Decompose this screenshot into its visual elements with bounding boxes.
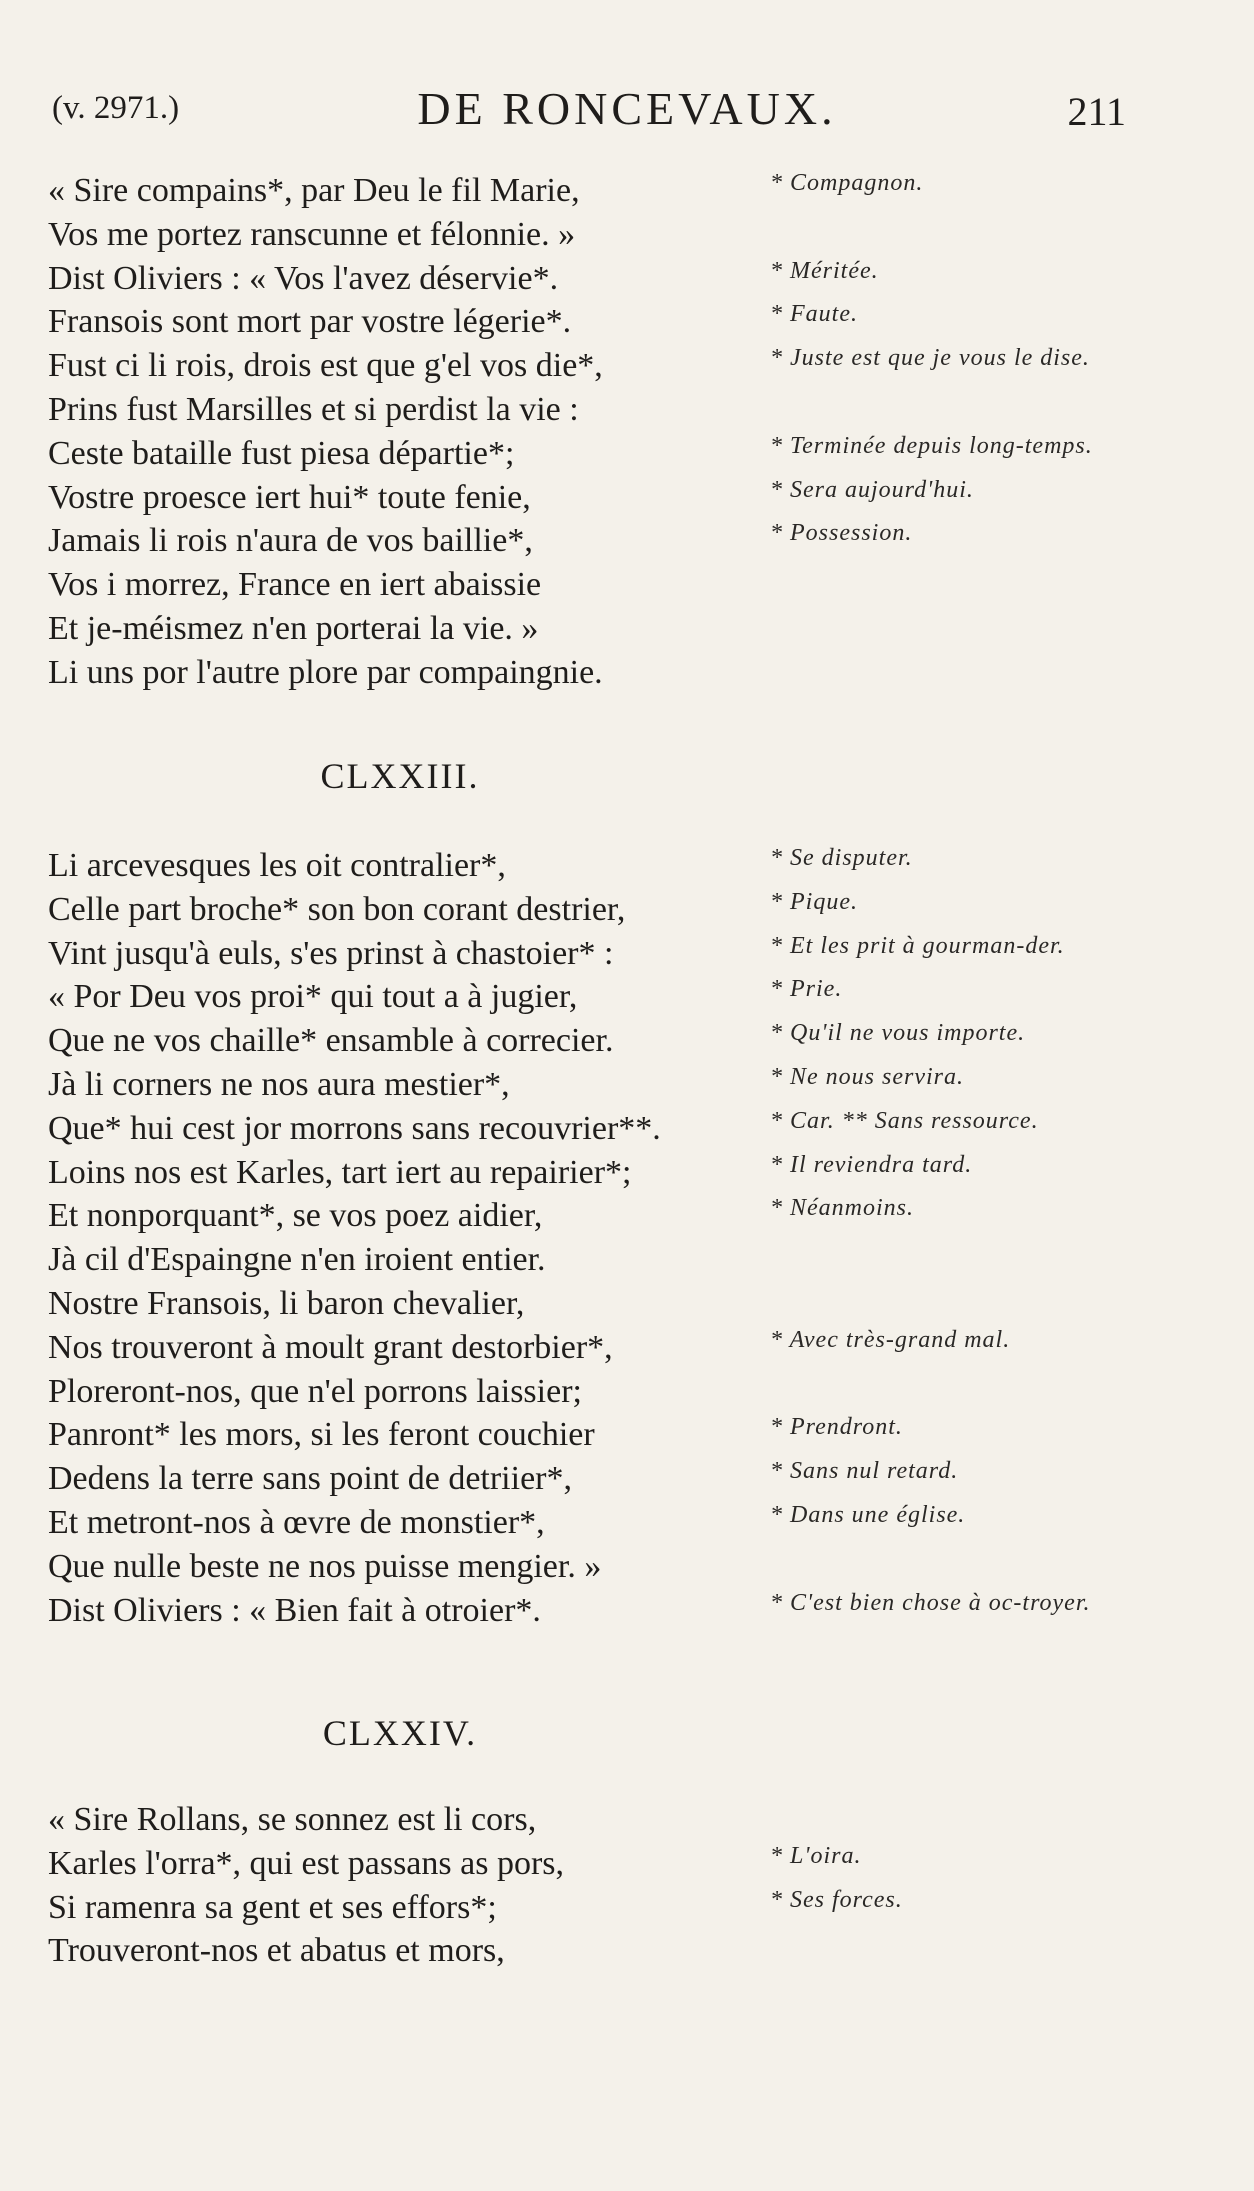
- verse-text: Prins fust Marsilles et si perdist la vie :: [48, 390, 579, 428]
- stanza-1: [0, 170, 1254, 696]
- verse-line: [0, 1590, 1254, 1634]
- verse-line: [0, 1371, 1254, 1415]
- verse-text: Trouveront-nos et abatus et mors,: [48, 1932, 505, 1970]
- gloss-note: * Compagnon.: [770, 170, 924, 196]
- gloss-note: * Sans nul retard.: [770, 1458, 959, 1485]
- verse-text: Li arcevesques les oit contralier*,: [48, 847, 506, 884]
- verse-text: « Sire compains*, par Deu le fil Marie,: [48, 172, 580, 209]
- verse-line: [0, 1239, 1254, 1283]
- gloss-note: * L'oira.: [770, 1842, 862, 1869]
- verse-text: Ploreront-nos, que n'el porrons laissier;: [48, 1372, 582, 1410]
- verse-text: Vint jusqu'à euls, s'es prinst à chastoier* :: [48, 934, 614, 972]
- verse-text: Fust ci li rois, drois est que g'el vos die*,: [48, 347, 603, 385]
- verse-line: [0, 1930, 1254, 1974]
- verse-text: Ceste bataille fust piesa départie*;: [48, 434, 515, 472]
- gloss-note: * Faute.: [770, 301, 858, 328]
- verse-text: Et nonporquant*, se vos poez aidier,: [48, 1197, 543, 1235]
- verse-line: [0, 652, 1254, 696]
- verse-line: [0, 845, 1254, 889]
- gloss-note: * Dans une église.: [770, 1501, 966, 1528]
- gloss-note: * Méritée.: [770, 257, 879, 284]
- verse-line: [0, 1843, 1254, 1887]
- verse-line: [0, 520, 1254, 564]
- verse-text: Dedens la terre sans point de detriier*,: [48, 1460, 572, 1498]
- verse-text: Que nulle beste ne nos puisse mengier. »: [48, 1547, 602, 1585]
- verse-text: Loins nos est Karles, tart iert au repairier*;: [48, 1153, 632, 1191]
- verse-text: Vostre proesce iert hui* toute fenie,: [48, 478, 531, 516]
- gloss-note: * Prie.: [770, 976, 843, 1003]
- verse-line: [0, 564, 1254, 608]
- gloss-note: * Il reviendra tard.: [770, 1151, 973, 1178]
- verse-line: [0, 1502, 1254, 1546]
- verse-line: [0, 477, 1254, 521]
- page-title: DE RONCEVAUX.: [417, 83, 837, 134]
- verse-text: Celle part broche* son bon corant destrier,: [48, 890, 626, 928]
- verse-range: (v. 2971.): [52, 90, 180, 126]
- verse-text: Dist Oliviers : « Vos l'avez déservie*.: [48, 259, 559, 297]
- gloss-note: * Pique.: [770, 888, 858, 915]
- gloss-note: * Qu'il ne vous importe.: [770, 1020, 1026, 1047]
- gloss-note: * Et les prit à gourman-der.: [770, 932, 1065, 959]
- section-heading-clxxiii: CLXXIII.: [320, 756, 480, 796]
- verse-line: [0, 345, 1254, 389]
- verse-text: Si ramenra sa gent et ses effors*;: [48, 1888, 497, 1926]
- verse-line: [0, 1020, 1254, 1064]
- verse-text: Panront* les mors, si les feront couchier: [48, 1416, 595, 1454]
- gloss-note: * Ses forces.: [770, 1886, 903, 1913]
- verse-line: [0, 1152, 1254, 1196]
- verse-line: [0, 301, 1254, 345]
- stanza-2: [0, 845, 1254, 1633]
- verse-text: « Sire Rollans, se sonnez est li cors,: [48, 1801, 537, 1838]
- gloss-note: * Prendront.: [770, 1414, 903, 1441]
- verse-text: Dist Oliviers : « Bien fait à otroier*.: [48, 1591, 541, 1629]
- gloss-note: * Possession.: [770, 520, 913, 547]
- verse-text: Que* hui cest jor morrons sans recouvrier**.: [48, 1109, 661, 1147]
- verse-text: Fransois sont mort par vostre légerie*.: [48, 303, 572, 341]
- verse-line: [0, 170, 1254, 214]
- verse-line: [0, 258, 1254, 302]
- verse-text: Jà cil d'Espaingne n'en iroient entier.: [48, 1241, 546, 1279]
- verse-line: [0, 976, 1254, 1020]
- verse-text: Karles l'orra*, qui est passans as pors,: [48, 1844, 565, 1882]
- verse-line: [0, 1064, 1254, 1108]
- verse-line: [0, 1887, 1254, 1931]
- verse-text: Et metront-nos à œvre de monstier*,: [48, 1503, 545, 1541]
- verse-line: [0, 389, 1254, 433]
- gloss-note: * Juste est que je vous le dise.: [770, 345, 1090, 372]
- verse-text: Vos me portez ranscunne et félonnie. »: [48, 215, 576, 253]
- verse-text: Li uns por l'autre plore par compaingnie.: [48, 653, 603, 691]
- gloss-note: * Avec très-grand mal.: [770, 1326, 1011, 1353]
- verse-text: Nostre Fransois, li baron chevalier,: [48, 1284, 525, 1322]
- verse-line: [0, 214, 1254, 258]
- verse-text: Et je-méismez n'en porterai la vie. »: [48, 609, 539, 647]
- verse-line: [0, 1195, 1254, 1239]
- gloss-note: * Se disputer.: [770, 845, 913, 871]
- verse-line: [0, 608, 1254, 652]
- verse-text: Nos trouveront à moult grant destorbier*,: [48, 1328, 613, 1366]
- verse-line: [0, 1546, 1254, 1590]
- gloss-note: * Ne nous servira.: [770, 1063, 964, 1090]
- section-heading-clxxiv: CLXXIV.: [322, 1713, 478, 1753]
- verse-line: [0, 1414, 1254, 1458]
- verse-line: [0, 1458, 1254, 1502]
- verse-text: « Por Deu vos proi* qui tout a à jugier,: [48, 978, 578, 1016]
- verse-text: Vos i morrez, France en iert abaissie: [48, 566, 542, 604]
- stanza-3: [0, 1799, 1254, 1974]
- verse-text: Jamais li rois n'aura de vos baillie*,: [48, 522, 533, 560]
- running-head: [0, 82, 1254, 138]
- gloss-note: * Car. ** Sans ressource.: [770, 1107, 1039, 1134]
- gloss-note: * Terminée depuis long-temps.: [770, 432, 1093, 459]
- verse-line: [0, 933, 1254, 977]
- gloss-note: * C'est bien chose à oc-troyer.: [770, 1589, 1091, 1616]
- verse-line: [0, 1108, 1254, 1152]
- verse-line: [0, 1799, 1254, 1843]
- verse-text: Que ne vos chaille* ensamble à correcier.: [48, 1022, 614, 1060]
- verse-line: [0, 1283, 1254, 1327]
- verse-text: Jà li corners ne nos aura mestier*,: [48, 1065, 510, 1103]
- verse-line: [0, 889, 1254, 933]
- gloss-note: * Néanmoins.: [770, 1195, 914, 1222]
- verse-line: [0, 433, 1254, 477]
- page-number: 211: [1067, 89, 1126, 134]
- gloss-note: * Sera aujourd'hui.: [770, 476, 974, 503]
- verse-line: [0, 1327, 1254, 1371]
